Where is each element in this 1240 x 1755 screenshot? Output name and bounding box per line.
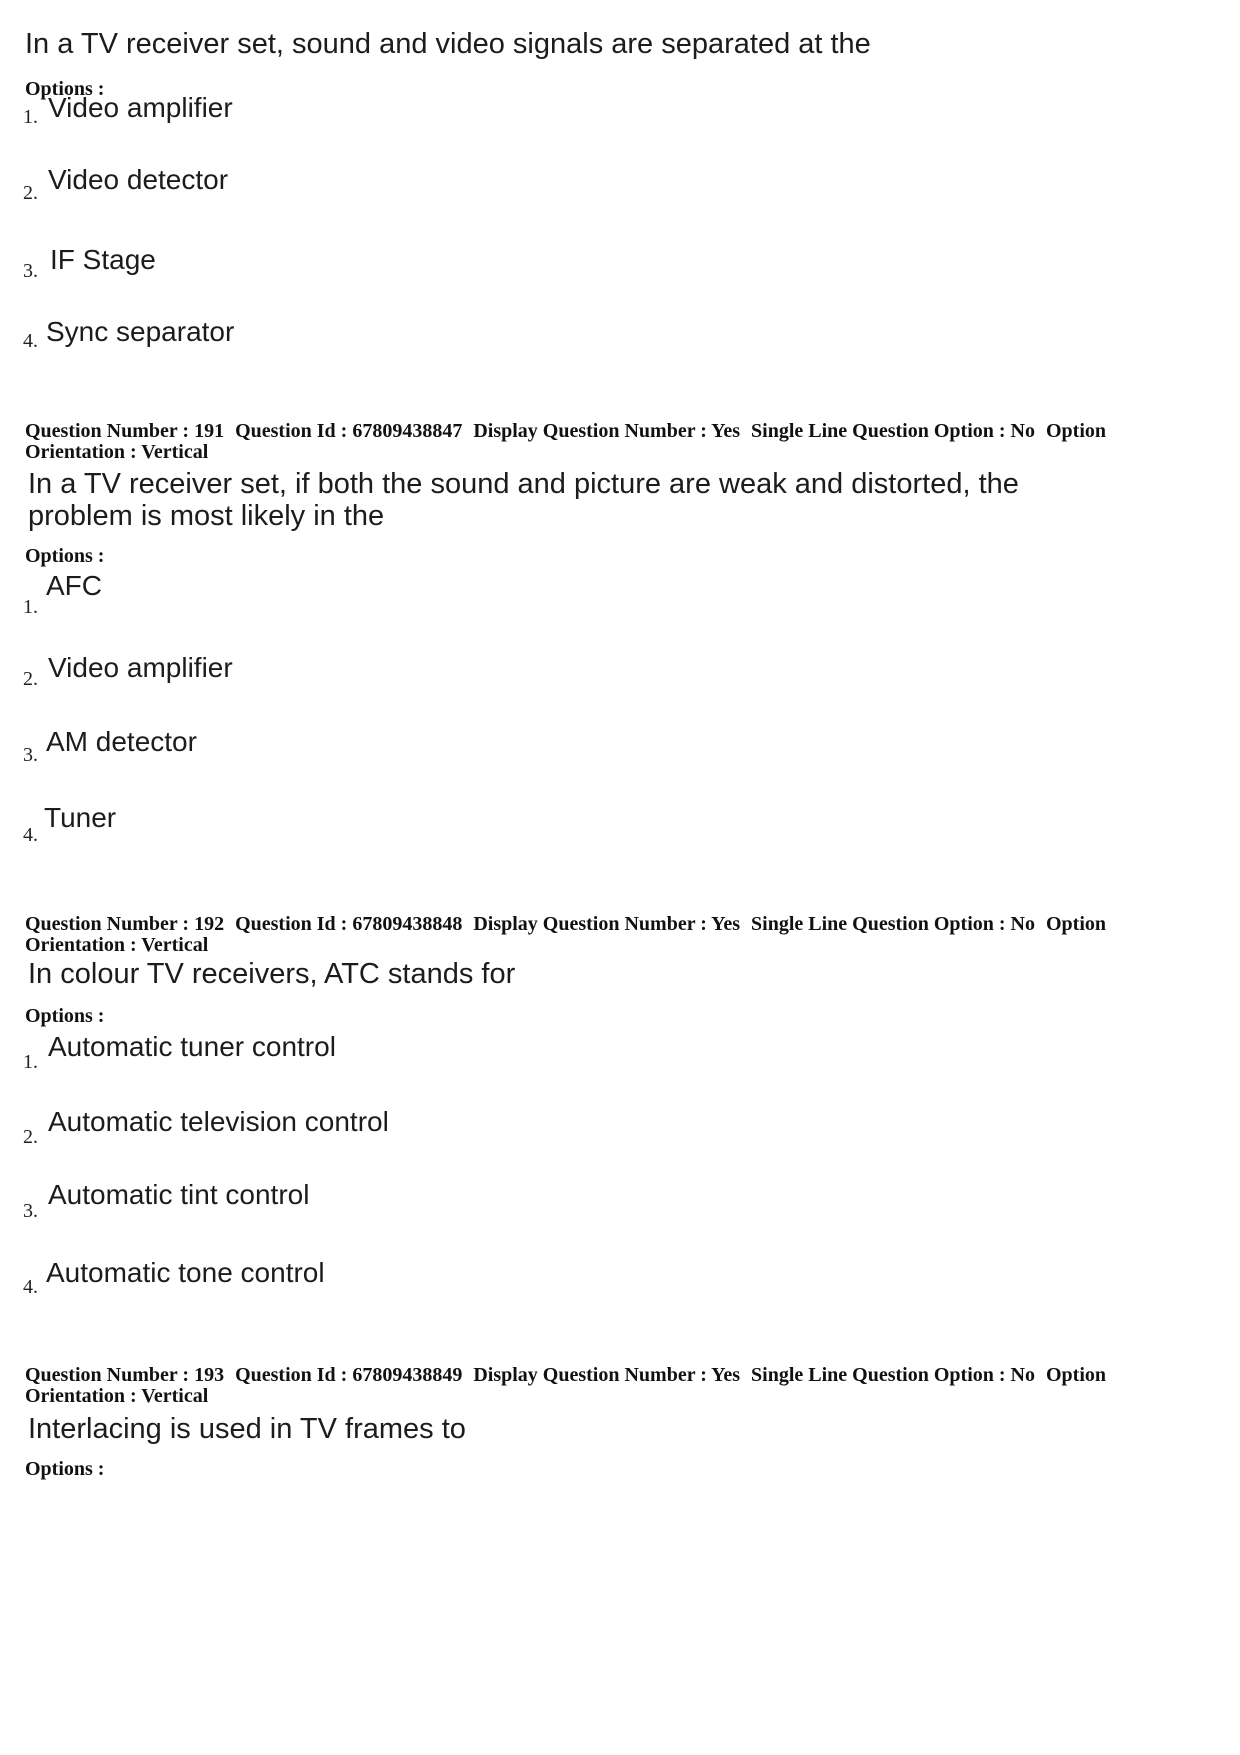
option-text: Video detector <box>48 164 229 195</box>
single-line-option: Single Line Question Option : No <box>751 913 1035 935</box>
question-192-meta <box>25 914 1205 956</box>
option-number: 3. <box>23 260 38 282</box>
option-text: Video amplifier <box>48 652 233 683</box>
option-orientation: Option Orientation : Vertical <box>25 913 1107 956</box>
option-number: 3. <box>23 1200 38 1222</box>
options-label: Options : <box>25 78 105 100</box>
option-text: IF Stage <box>50 244 156 275</box>
option-number: 2. <box>23 668 38 690</box>
option-text: Automatic television control <box>48 1106 389 1137</box>
option-text: Automatic tuner control <box>48 1031 336 1062</box>
option-text: AM detector <box>46 726 197 757</box>
question-number: Question Number : 192 <box>25 913 225 935</box>
option-number: 4. <box>23 330 38 352</box>
question-id: Question Id : 67809438848 <box>235 913 463 935</box>
single-line-option: Single Line Question Option : No <box>751 1364 1035 1386</box>
option-number: 4. <box>23 824 38 846</box>
question-193-text: Interlacing is used in TV frames to <box>28 1413 466 1445</box>
option-text: Sync separator <box>46 316 235 347</box>
option-text: Tuner <box>44 802 117 833</box>
option-number: 1. <box>23 1051 38 1073</box>
question-number: Question Number : 191 <box>25 420 225 442</box>
option-text: Automatic tone control <box>46 1257 325 1288</box>
option-text: Video amplifier <box>48 92 233 123</box>
options-label: Options : <box>25 545 105 567</box>
question-193-meta <box>25 1365 1205 1407</box>
option-number: 3. <box>23 744 38 766</box>
display-question-number: Display Question Number : Yes <box>473 913 741 935</box>
option-number: 1. <box>23 596 38 618</box>
question-id: Question Id : 67809438849 <box>235 1364 463 1386</box>
question-191-text-line1: In a TV receiver set, if both the sound and picture are weak and distorted, the <box>28 468 1019 500</box>
question-id: Question Id : 67809438847 <box>235 420 463 442</box>
question-191-text-line2: problem is most likely in the <box>28 500 385 532</box>
single-line-option: Single Line Question Option : No <box>751 420 1035 442</box>
option-number: 2. <box>23 1126 38 1148</box>
option-text: Automatic tint control <box>48 1179 310 1210</box>
option-number: 2. <box>23 182 38 204</box>
option-text: AFC <box>46 570 102 601</box>
option-orientation: Option Orientation : Vertical <box>25 420 1107 463</box>
option-orientation: Option Orientation : Vertical <box>25 1364 1107 1407</box>
options-label: Options : <box>25 1458 105 1480</box>
options-label: Options : <box>25 1005 105 1027</box>
question-191-meta <box>25 421 1205 463</box>
display-question-number: Display Question Number : Yes <box>473 1364 741 1386</box>
option-number: 1. <box>23 106 38 128</box>
question-190-text: In a TV receiver set, sound and video signals are separated at the <box>25 28 871 60</box>
display-question-number: Display Question Number : Yes <box>473 420 741 442</box>
question-192-text: In colour TV receivers, ATC stands for <box>28 958 516 990</box>
option-number: 4. <box>23 1276 38 1298</box>
question-number: Question Number : 193 <box>25 1364 225 1386</box>
